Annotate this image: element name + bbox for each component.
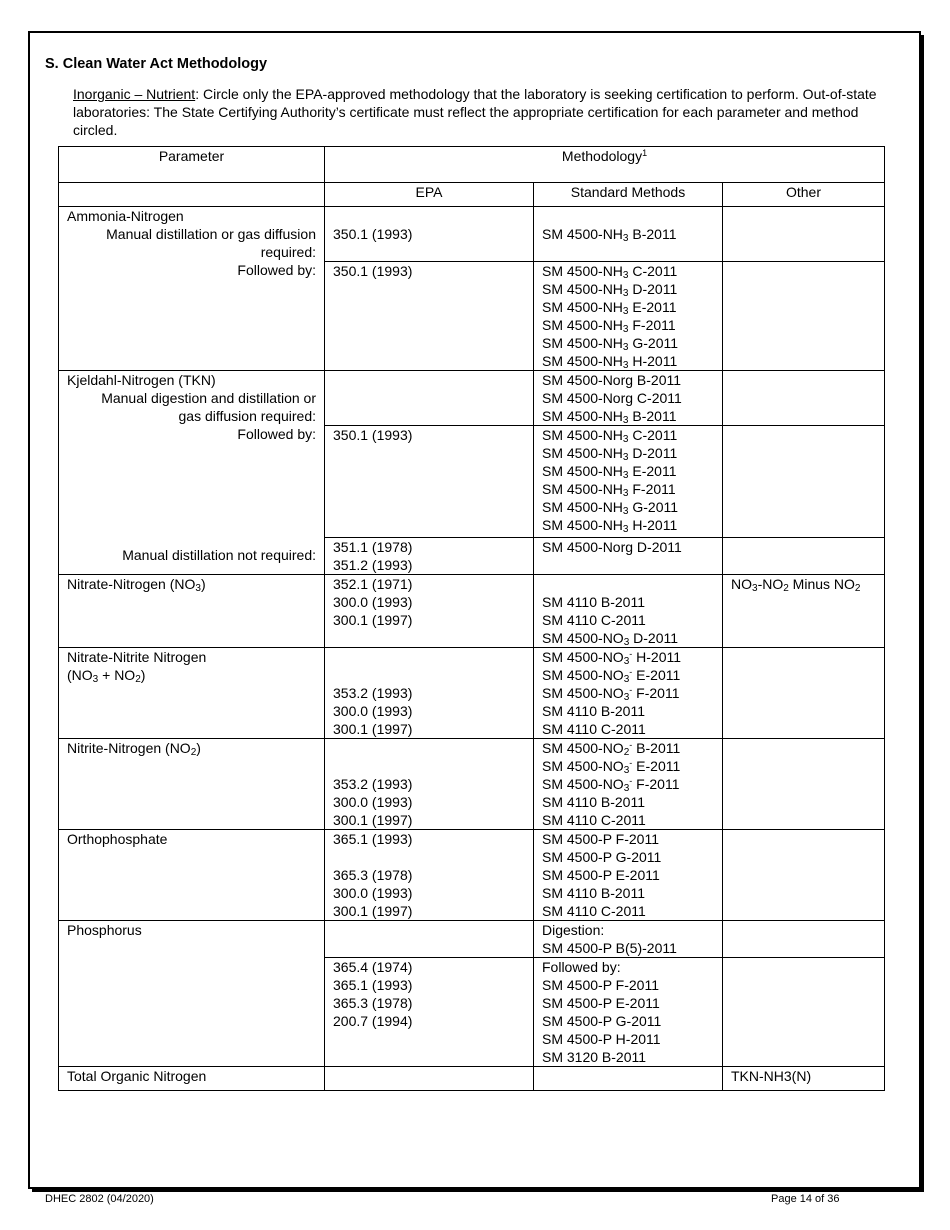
header-standard-methods: Standard Methods — [534, 183, 723, 207]
methodology-table — [58, 146, 885, 1091]
form-number: DHEC 2802 (04/2020) — [45, 1193, 154, 1205]
table-row: Kjeldahl-Nitrogen (TKN) Manual digestion and distillation or gas diffusion required: SM 4500-Norg B-2011 SM 4500-Norg C-2011 SM $4500-NH_3$ B-2011 — [59, 370, 885, 425]
table-row: Followed by: 350.1 (1993) SM $4500-NH_3$ C-2011 SM $4500-NH_3$ D-2011 SM $4500-NH_3$ E-2011 SM $4500-NH_3$ F-2011 SM $4500-NH_3$ G-2011 SM $4500-NH_3$ H-2011 — [59, 425, 885, 537]
param-ammonia-followed: Followed by: — [59, 261, 325, 370]
header-methodology: Methodology$^1$ — [325, 147, 885, 183]
table-row: Manual distillation not required: 351.1 (1978) 351.2 (1993) SM 4500-Norg D-2011 — [59, 537, 885, 574]
intro-paragraph — [73, 85, 903, 139]
header-epa: EPA — [325, 183, 534, 207]
header-row-2 — [59, 183, 885, 207]
param-total-organic-nitrogen: Total Organic Nitrogen — [59, 1066, 325, 1090]
page-number: Page 14 of 36 — [771, 1193, 840, 1205]
table-row: Nitrate-Nitrogen $(NO_3)$ 352.1 (1971) 300.0 (1993) 300.1 (1997) SM 4110 B-2011 SM 4110 C-2011 SM $4500-NO_3$ D-2011 $NO_3-NO_2$ Minus $NO_2$ — [59, 574, 885, 647]
header-blank — [59, 183, 325, 207]
nitrate-other: $NO_3-NO_2$ Minus $NO_2$ — [723, 574, 885, 647]
table-row: Followed by: 350.1 (1993) SM $4500-NH_3$ C-2011 SM $4500-NH_3$ D-2011 SM $4500-NH_3$ E-2011 SM $4500-NH_3$ F-2011 SM $4500-NH_3$ G-2011 SM $4500-NH_3$ H-2011 — [59, 261, 885, 370]
table-row: 365.4 (1974) 365.1 (1993) 365.3 (1978) 200.7 (1994) Followed by: SM 4500-P F-2011 SM 4500-P E-2011 SM 4500-P G-2011 SM 4500-P H-2011 SM 3120 B-2011 — [59, 957, 885, 1066]
frame-shadow-bottom — [32, 1189, 924, 1192]
intro-category: Inorganic – Nutrient — [73, 86, 196, 102]
table-row: Phosphorus Digestion: SM 4500-P B(5)-2011 — [59, 920, 885, 957]
table-row: Ammonia-Nitrogen Manual distillation or gas diffusion required: 350.1 (1993) SM $4500-NH_3$ B-2011 — [59, 207, 885, 262]
section-title: S. Clean Water Act Methodology — [45, 56, 268, 72]
table-row: Nitrite-Nitrogen $(NO_2)$ 353.2 (1993) 300.0 (1993) 300.1 (1997) SM $4500-NO_2^-$ B-2011 SM $4500-NO_3^-$ E-2011 SM $4500-NO_3^-$ F-2011 SM 4110 B-2011 SM 4110 C-2011 — [59, 738, 885, 829]
param-nitrate: Nitrate-Nitrogen $(NO_3)$ — [59, 574, 325, 647]
param-phosphorus: Phosphorus — [59, 920, 325, 957]
table-row: Total Organic Nitrogen TKN-NH3(N) — [59, 1066, 885, 1090]
header-parameter: Parameter — [59, 147, 325, 183]
nh3-list: SM $4500-NH_3$ C-2011 SM $4500-NH_3$ D-2011 SM $4500-NH_3$ E-2011 SM $4500-NH_3$ F-2011 SM $4500-NH_3$ G-2011 SM $4500-NH_3$ H-2011 — [534, 261, 723, 370]
param-tkn: Kjeldahl-Nitrogen (TKN) Manual digestion and distillation or gas diffusion required: — [59, 370, 325, 425]
param-ammonia: Ammonia-Nitrogen Manual distillation or gas diffusion required: — [59, 207, 325, 262]
frame-shadow-right — [921, 35, 924, 1192]
param-nitrite: Nitrite-Nitrogen $(NO_2)$ — [59, 738, 325, 829]
header-other: Other — [723, 183, 885, 207]
table-row: Orthophosphate 365.1 (1993) 365.3 (1978) 300.0 (1993) 300.1 (1997) SM 4500-P F-2011 SM 4500-P G-2011 SM 4500-P E-2011 SM 4110 B-2011 SM 4110 C-2011 — [59, 829, 885, 920]
table-row: Nitrate-Nitrite Nitrogen $(NO_3 + NO_2)$ 353.2 (1993) 300.0 (1993) 300.1 (1997) SM $4500-NO_3^-$ H-2011 SM $4500-NO_3^-$ E-2011 SM $4500-NO_3^-$ F-2011 SM 4110 B-2011 SM 4110 C-2011 — [59, 647, 885, 738]
param-orthophosphate: Orthophosphate — [59, 829, 325, 920]
param-nitrate-nitrite: Nitrate-Nitrite Nitrogen $(NO_3 + NO_2)$ — [59, 647, 325, 738]
header-row-1 — [59, 147, 885, 183]
intro-text: : Circle only the EPA-approved methodology that the laboratory is seeking certification to perform. Out-of-state laboratories: The State Certifying Authority’s certificate must reflect the appropriate certification for each parameter and method circled. — [73, 86, 877, 138]
